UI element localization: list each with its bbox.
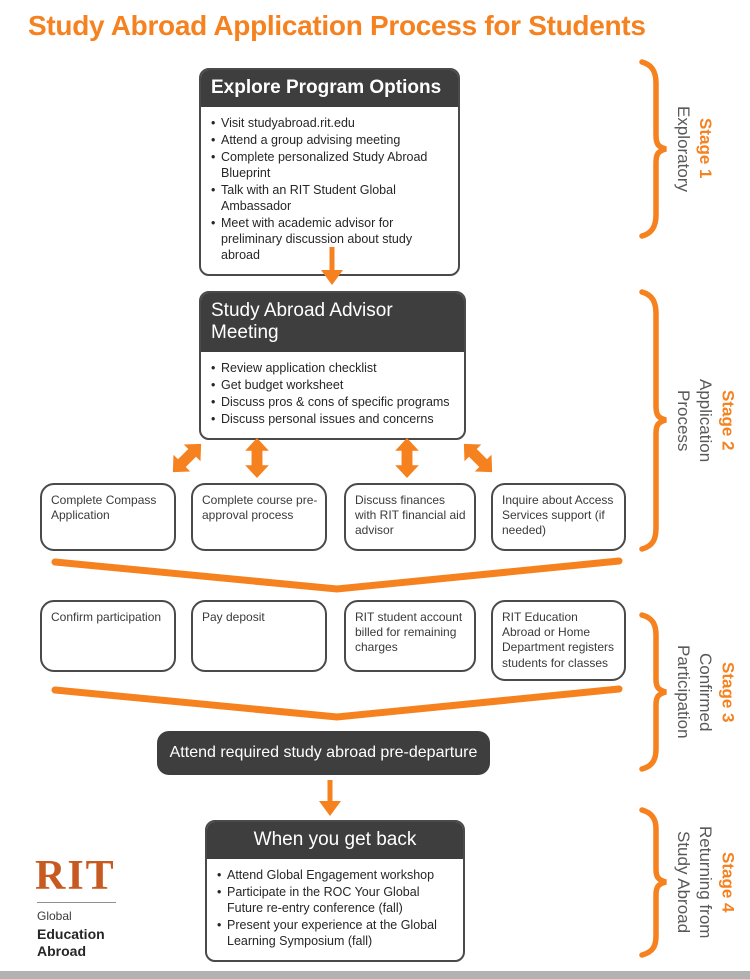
stage-4-label: Stage 4 Returning from Study Abroad bbox=[674, 826, 738, 939]
bullet-item: • Discuss personal issues and concerns bbox=[210, 411, 456, 427]
advisor-box-header: Study Abroad Advisor Meeting bbox=[201, 293, 464, 352]
compass-application-box: Complete Compass Application bbox=[40, 483, 176, 551]
bottom-border-bar bbox=[0, 971, 750, 979]
discuss-finances-box: Discuss finances with RIT financial aid advisor bbox=[344, 483, 476, 551]
bullet-item: • Attend Global Engagement workshop bbox=[216, 867, 455, 883]
double-arrow-vertical-icon bbox=[235, 436, 279, 480]
pay-deposit-box: Pay deposit bbox=[191, 600, 327, 672]
bullet-list bbox=[207, 859, 463, 960]
account-billed-box: RIT student account billed for remaining charges bbox=[344, 600, 476, 672]
bullet-item: • Participate in the ROC Your Global Future re-entry conference (fall) bbox=[216, 884, 455, 916]
bullet-list bbox=[201, 352, 464, 438]
logo-education-label: Education bbox=[37, 926, 105, 943]
logo-global-label: Global bbox=[37, 909, 72, 924]
bullet-item: • Discuss pros & cons of specific programs bbox=[210, 394, 456, 410]
access-services-box: Inquire about Access Services support (if needed) bbox=[491, 483, 626, 551]
bullet-item: • Review application checklist bbox=[210, 360, 456, 376]
down-arrow-icon bbox=[319, 246, 345, 286]
when-you-get-back-box bbox=[205, 820, 465, 962]
bullet-item: • Attend a group advising meeting bbox=[210, 132, 450, 148]
logo-abroad-label: Abroad bbox=[37, 943, 86, 960]
confirm-participation-box: Confirm participation bbox=[40, 600, 176, 672]
course-preapproval-box: Complete course pre-approval process bbox=[191, 483, 327, 551]
predeparture-pill: Attend required study abroad pre-departure bbox=[157, 731, 490, 775]
chevron-divider-icon bbox=[48, 556, 626, 596]
stage-brace-icon bbox=[636, 611, 670, 773]
stage-brace-icon bbox=[636, 288, 670, 553]
bullet-item: • Talk with an RIT Student Global Ambassador bbox=[210, 182, 450, 214]
stage-brace-icon bbox=[636, 806, 670, 959]
stage-1-label: Stage 1 Exploratory bbox=[674, 105, 716, 192]
stage-2-label: Stage 2 Application Process bbox=[674, 378, 738, 463]
class-registration-box: RIT Education Abroad or Home Department registers students for classes bbox=[491, 600, 626, 681]
return-box-header: When you get back bbox=[207, 822, 463, 859]
bullet-item: • Complete personalized Study Abroad Blueprint bbox=[210, 149, 450, 181]
explore-box-header: Explore Program Options bbox=[201, 70, 458, 107]
rit-logo bbox=[35, 853, 155, 960]
bullet-item: • Get budget worksheet bbox=[210, 377, 456, 393]
page-title: Study Abroad Application Process for Students bbox=[28, 10, 646, 41]
stage-3-label: Stage 3 Confirmed Participation bbox=[674, 645, 738, 739]
rit-wordmark: RIT bbox=[35, 853, 116, 899]
bullet-item: • Visit studyabroad.rit.edu bbox=[210, 115, 450, 131]
stage-brace-icon bbox=[636, 58, 670, 239]
bullet-item: • Present your experience at the Global Learning Symposium (fall) bbox=[216, 917, 455, 949]
double-arrow-vertical-icon bbox=[385, 436, 429, 480]
chevron-divider-icon bbox=[48, 684, 626, 724]
advisor-meeting-box bbox=[199, 291, 466, 440]
down-arrow-icon bbox=[317, 779, 343, 817]
logo-divider bbox=[37, 902, 116, 903]
bullet-item: • Meet with academic advisor for preliminary discussion about study abroad bbox=[210, 215, 450, 263]
explore-program-options-box bbox=[199, 68, 460, 276]
